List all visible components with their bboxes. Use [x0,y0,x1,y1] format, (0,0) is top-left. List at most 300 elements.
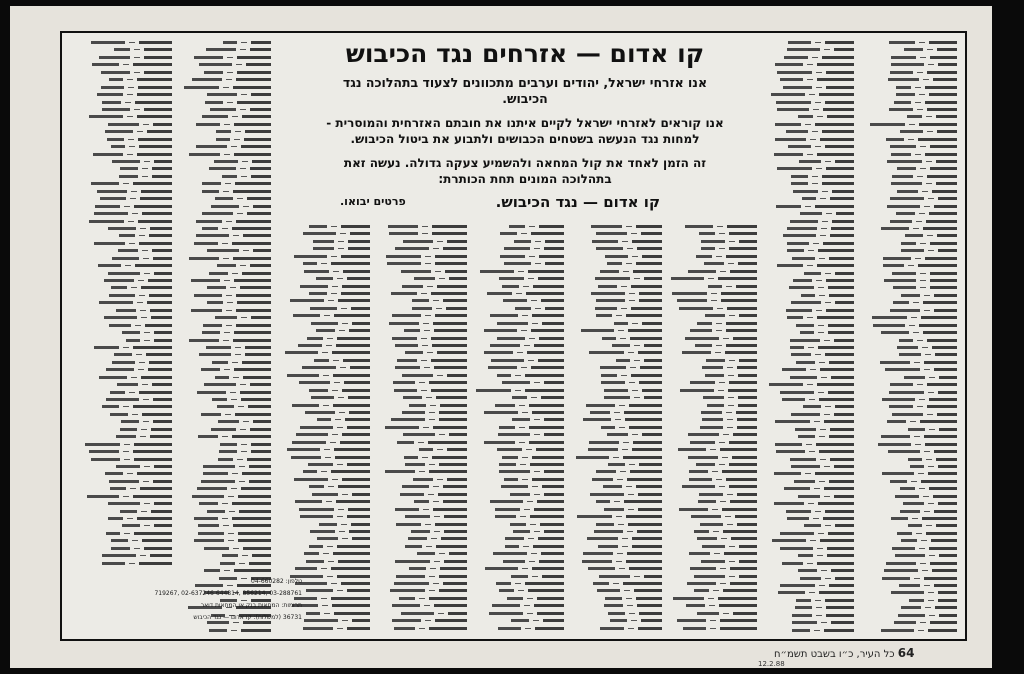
name-entry [276,364,370,371]
name-entry [375,446,467,453]
name-entry [276,275,370,282]
name-entry [762,314,854,321]
name-entry [667,580,757,587]
name-column [375,223,467,635]
name-entry [667,424,757,431]
name-entry [570,335,662,342]
name-entry [276,454,370,461]
name-entry [175,121,271,128]
name-entry [76,441,172,448]
name-entry [375,439,467,446]
name-entry [857,113,957,120]
name-entry [762,515,854,522]
name-column [762,39,854,635]
name-entry [857,411,957,418]
name-entry [667,476,757,483]
name-entry [276,439,370,446]
name-entry [570,342,662,349]
name-entry [375,528,467,535]
name-entry [175,84,271,91]
name-entry [570,595,662,602]
name-entry [76,403,172,410]
name-entry [667,357,757,364]
name-entry [375,461,467,468]
name-entry [76,448,172,455]
name-entry [175,46,271,53]
name-entry [570,424,662,431]
name-entry [76,552,172,559]
name-entry [375,394,467,401]
name-entry [76,91,172,98]
name-entry [375,416,467,423]
name-entry [762,567,854,574]
name-entry [570,468,662,475]
name-entry [762,46,854,53]
name-entry [570,476,662,483]
name-entry [175,247,271,254]
name-entry [570,312,662,319]
name-entry [76,240,172,247]
name-entry [667,238,757,245]
name-entry [276,550,370,557]
name-entry [667,305,757,312]
name-entry [76,418,172,425]
name-entry [667,491,757,498]
name-entry [375,230,467,237]
name-entry [175,255,271,262]
name-entry [570,387,662,394]
name-entry [667,245,757,252]
name-entry [667,416,757,423]
name-entry [76,292,172,299]
name-entry [375,468,467,475]
name-entry [175,69,271,76]
name-entry [375,476,467,483]
name-entry [76,232,172,239]
name-entry [472,625,564,632]
name-entry [667,543,757,550]
name-entry [175,374,271,381]
name-entry [570,446,662,453]
name-entry [76,255,172,262]
name-entry [857,470,957,477]
name-entry [570,565,662,572]
name-entry [76,537,172,544]
name-entry [276,379,370,386]
name-entry [857,46,957,53]
name-entry [762,500,854,507]
name-entry [276,558,370,565]
contact-block [76,576,302,624]
name-entry [472,565,564,572]
name-entry [762,151,854,158]
name-entry [175,418,271,425]
name-entry [76,351,172,358]
name-entry [762,76,854,83]
name-entry [762,61,854,68]
name-entry [472,498,564,505]
name-entry [762,411,854,418]
name-entry [375,610,467,617]
name-entry [857,307,957,314]
name-entry [472,580,564,587]
name-entry [375,297,467,304]
name-entry [175,344,271,351]
name-entry [472,602,564,609]
name-entry [472,528,564,535]
name-entry [857,292,957,299]
name-entry [76,54,172,61]
name-entry [857,463,957,470]
name-entry [472,327,564,334]
name-entry [76,366,172,373]
name-entry [762,299,854,306]
name-entry [762,493,854,500]
name-entry [762,374,854,381]
name-entry [762,143,854,150]
name-entry [857,560,957,567]
name-entry [276,468,370,475]
name-entry [472,402,564,409]
name-entry [667,364,757,371]
name-entry [375,409,467,416]
name-entry [762,366,854,373]
name-entry [375,320,467,327]
name-entry [375,521,467,528]
name-entry [857,270,957,277]
name-entry [276,506,370,513]
name-entry [570,602,662,609]
name-entry [276,357,370,364]
name-entry [570,402,662,409]
name-entry [762,307,854,314]
name-entry [667,290,757,297]
name-entry [472,342,564,349]
ad-paragraph-1: אנו קוראים לאזרחי ישראל לקיים איתנו את חובתם האזרחית והמוסרית - למחות נגד הנעשה בשטחים הכבושים ולתבוע את ביטול הכיבוש. [326,116,724,146]
name-entry [857,396,957,403]
name-entry [76,46,172,53]
name-entry [175,493,271,500]
name-entry [375,275,467,282]
name-entry [76,314,172,321]
name-entry [375,357,467,364]
name-entry [857,247,957,254]
name-entry [762,530,854,537]
name-entry [570,461,662,468]
name-entry [762,91,854,98]
name-entry [762,203,854,210]
name-entry [76,143,172,150]
name-entry [857,165,957,172]
name-column [472,223,564,635]
name-entry [76,151,172,158]
name-entry [276,416,370,423]
name-entry [762,537,854,544]
name-entry [857,39,957,46]
name-entry [472,357,564,364]
name-entry [375,387,467,394]
name-entry [472,223,564,230]
name-entry [570,305,662,312]
name-entry [857,195,957,202]
name-entry [667,253,757,260]
name-entry [762,113,854,120]
name-entry [667,320,757,327]
name-entry [762,180,854,187]
name-entry [667,565,757,572]
name-entry [570,483,662,490]
name-entry [76,478,172,485]
name-entry [570,587,662,594]
ad-header [320,33,730,223]
name-entry [276,305,370,312]
name-entry [762,627,854,634]
name-entry [76,99,172,106]
name-entry [76,433,172,440]
name-entry [375,335,467,342]
name-entry [276,409,370,416]
name-entry [667,558,757,565]
name-entry [375,327,467,334]
name-entry [276,342,370,349]
name-entry [472,506,564,513]
name-entry [857,314,957,321]
name-entry [175,411,271,418]
name-entry [76,218,172,225]
name-entry [175,225,271,232]
name-entry [76,84,172,91]
name-entry [276,528,370,535]
name-entry [762,389,854,396]
name-entry [472,312,564,319]
name-entry [276,297,370,304]
name-entry [472,245,564,252]
name-entry [857,433,957,440]
name-entry [375,565,467,572]
name-entry [762,545,854,552]
name-entry [667,394,757,401]
name-entry [175,322,271,329]
name-entry [857,597,957,604]
name-entry [762,54,854,61]
name-entry [857,188,957,195]
name-entry [175,560,271,567]
name-entry [76,456,172,463]
name-entry [175,270,271,277]
name-entry [570,394,662,401]
name-entry [375,498,467,505]
name-entry [857,180,957,187]
name-entry [667,513,757,520]
name-entry [762,597,854,604]
name-entry [857,158,957,165]
name-entry [472,573,564,580]
name-entry [857,225,957,232]
name-entry [175,54,271,61]
name-entry [375,454,467,461]
name-entry [667,431,757,438]
name-entry [762,470,854,477]
name-entry [276,491,370,498]
name-entry [857,173,957,180]
name-entry [857,522,957,529]
name-entry [667,312,757,319]
name-entry [375,550,467,557]
name-entry [76,39,172,46]
name-entry [76,389,172,396]
name-entry [857,537,957,544]
name-entry [76,463,172,470]
name-entry [76,195,172,202]
name-entry [175,545,271,552]
name-entry [762,552,854,559]
name-entry [762,84,854,91]
name-entry [857,403,957,410]
name-entry [667,454,757,461]
name-entry [175,173,271,180]
name-entry [276,521,370,528]
name-entry [175,143,271,150]
name-entry [857,136,957,143]
name-entry [857,508,957,515]
name-entry [570,320,662,327]
publication-line: כל העיר, כ״ו בשבט תשמ״ח [774,649,895,660]
name-entry [276,424,370,431]
name-entry [762,522,854,529]
name-entry [175,203,271,210]
name-entry [667,409,757,416]
name-entry [762,247,854,254]
name-entry [472,335,564,342]
name-entry [76,106,172,113]
name-entry [276,260,370,267]
name-entry [276,625,370,632]
donations-line: תרומות: המחאות בנק או המחאות דואר [200,602,302,609]
name-entry [175,351,271,358]
name-entry [375,253,467,260]
name-entry [762,136,854,143]
name-entry [175,106,271,113]
name-entry [472,320,564,327]
phone-numbers-tlv: 03-288761 ,856214 ,644814 [215,590,302,597]
name-entry [762,255,854,262]
name-entry [762,351,854,358]
name-entry [762,106,854,113]
name-entry [762,441,854,448]
name-entry [667,587,757,594]
name-entry [857,210,957,217]
name-entry [276,320,370,327]
name-entry [762,232,854,239]
name-column [276,223,370,635]
name-entry [76,515,172,522]
name-entry [76,470,172,477]
name-entry [276,223,370,230]
name-entry [570,349,662,356]
name-entry [76,188,172,195]
name-entry [175,136,271,143]
name-column [667,223,757,635]
name-entry [76,307,172,314]
name-entry [570,558,662,565]
name-entry [175,210,271,217]
name-entry [472,617,564,624]
name-entry [570,223,662,230]
name-entry [762,582,854,589]
name-entry [667,625,757,632]
name-entry [570,290,662,297]
name-entry [175,277,271,284]
name-entry [472,379,564,386]
name-entry [76,396,172,403]
name-entry [762,359,854,366]
name-entry [667,439,757,446]
name-entry [762,270,854,277]
name-entry [762,560,854,567]
name-entry [857,456,957,463]
name-entry [667,506,757,513]
name-entry [375,625,467,632]
name-entry [762,262,854,269]
name-entry [375,268,467,275]
name-entry [857,374,957,381]
name-entry [472,416,564,423]
name-entry [857,69,957,76]
name-entry [570,416,662,423]
name-entry [570,230,662,237]
name-entry [76,374,172,381]
name-entry [762,508,854,515]
name-entry [857,99,957,106]
name-entry [175,180,271,187]
name-entry [667,446,757,453]
name-entry [857,76,957,83]
name-entry [667,275,757,282]
name-entry [76,69,172,76]
name-entry [762,344,854,351]
ad-paragraph-2: זה הזמן לאחד את קול המחאה ולהשמיע צעקה גדולה. נעשה זאת בתהלוכה המונים תחת הכותרת: [343,156,707,186]
name-entry [76,411,172,418]
name-entry [667,260,757,267]
name-entry [76,493,172,500]
name-entry [857,240,957,247]
name-entry [762,284,854,291]
name-entry [857,448,957,455]
name-entry [472,275,564,282]
name-entry [762,292,854,299]
name-entry [375,312,467,319]
name-entry [570,439,662,446]
name-entry [472,468,564,475]
name-entry [570,275,662,282]
name-entry [276,268,370,275]
page-footer [774,646,918,660]
name-entry [472,454,564,461]
name-entry [762,448,854,455]
name-entry [667,550,757,557]
name-entry [570,550,662,557]
name-entry [472,268,564,275]
ad-subhead: קו אדום — נגד הכיבוש. [495,193,660,211]
name-entry [375,305,467,312]
name-entry [857,545,957,552]
name-entry [472,238,564,245]
name-entry [175,537,271,544]
name-entry [375,573,467,580]
name-entry [76,344,172,351]
name-entry [570,379,662,386]
name-entry [276,461,370,468]
